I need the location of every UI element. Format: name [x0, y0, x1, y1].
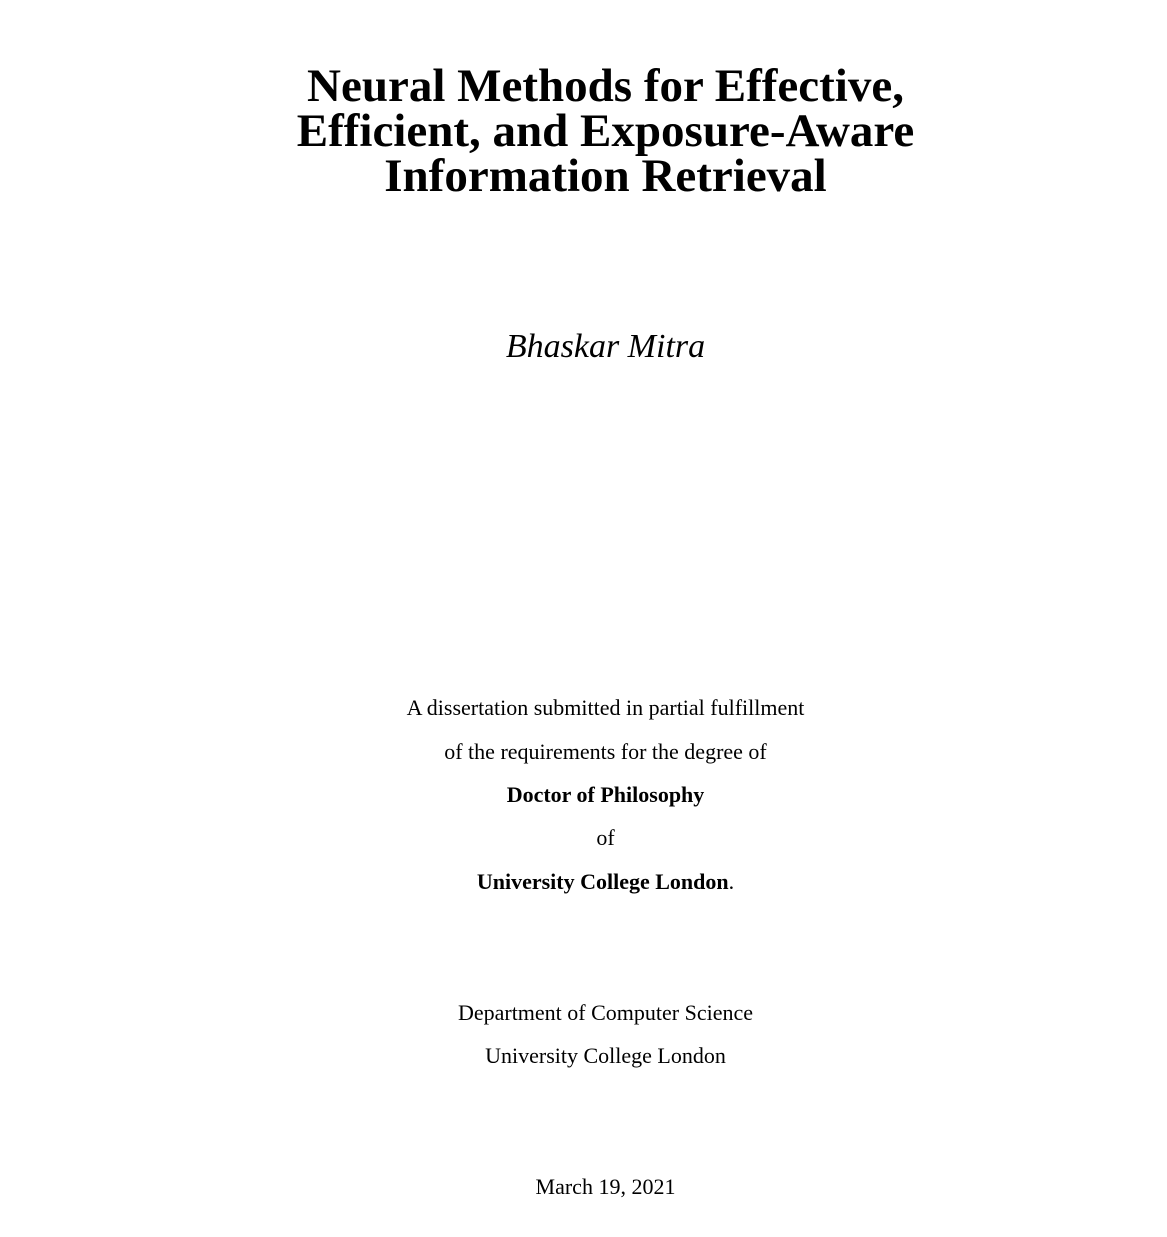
author-name: Bhaskar Mitra [505, 328, 706, 365]
degree-university: University College London [476, 869, 729, 894]
title-line-1: Neural Methods for Effective, [307, 60, 904, 112]
of-connector: of [596, 825, 615, 850]
department-name: Department of Computer Science [457, 1000, 754, 1025]
degree-name: Doctor of Philosophy [506, 782, 705, 807]
title-line-3: Information Retrieval [384, 150, 827, 202]
submission-statement-line-1: A dissertation submitted in partial fulfillment [406, 695, 805, 720]
title-line-2: Efficient, and Exposure-Aware [296, 105, 915, 157]
degree-university-period: . [728, 869, 735, 894]
submission-date: March 19, 2021 [535, 1174, 676, 1199]
affiliation-university: University College London [485, 1043, 726, 1068]
submission-statement-line-2: of the requirements for the degree of [444, 739, 767, 764]
dissertation-title [0, 60, 1167, 202]
degree-university-line [0, 869, 1167, 895]
